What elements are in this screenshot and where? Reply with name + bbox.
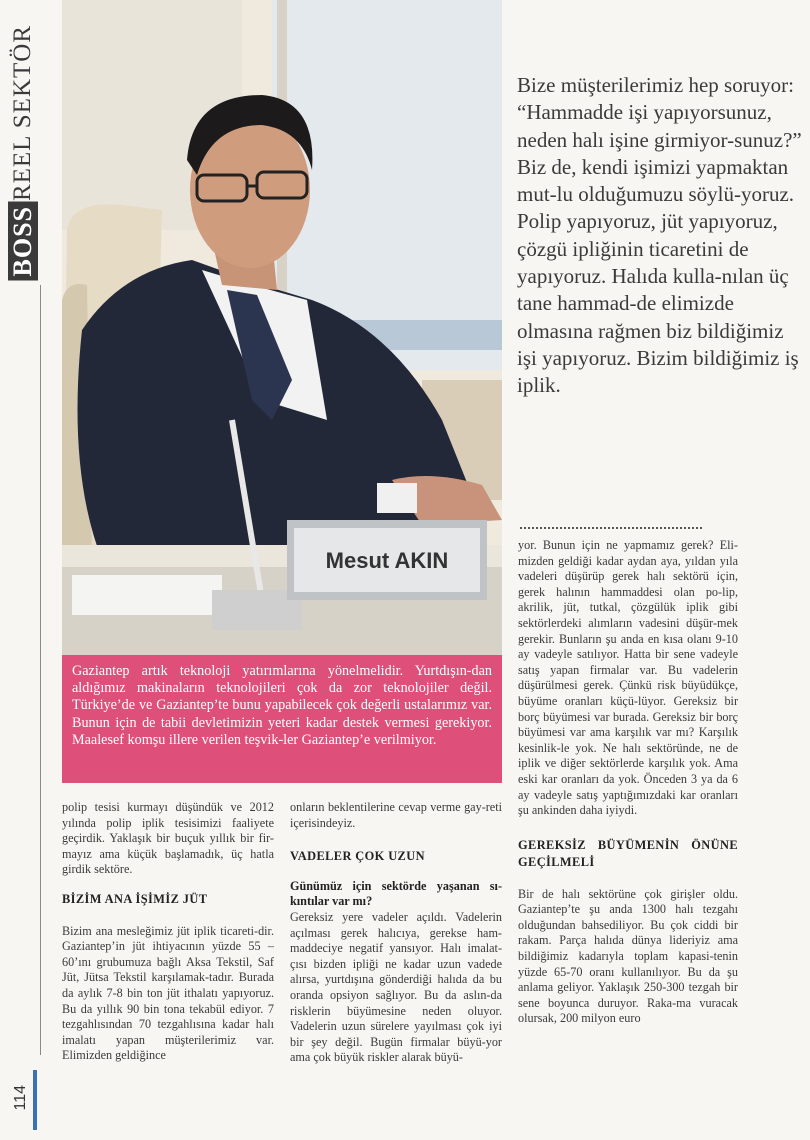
portrait-photo	[62, 0, 502, 655]
article-column-1	[62, 800, 274, 1064]
col3-heading: GEREKSİZ BÜYÜMENİN ÖNÜNE GEÇİLMELİ	[518, 837, 738, 869]
col1-heading: BİZİM ANA İŞİMİZ JÜT	[62, 891, 208, 906]
col3-paragraph-2: Bir de halı sektörüne çok girişler oldu. Gaziantep’te şu anda 1300 halı tezgahı olduğundan bahsediliyor. Bu çok ciddi bir rakam. Parça halıda dünya lideriyiz ama bildiğimiz kadarıyla toplam kapasi-tenin yüzde 65-70 oranı kullanılıyor. Bu da şu anlama geliyor. Yaklaşık 250-300 tezgah bir sene boyunca duruyor. Raka-ma vuracak olursak, 200 milyon euro	[518, 886, 738, 1026]
col1-paragraph-1: polip tesisi kurmayı düşündük ve 2012 yılında polip iplik tesisimizi faaliyete geçirdik. Yaklaşık bir buçuk yıllık bir fir-mayız ama küçük başlamadık, üç hatla girdik sektöre.	[62, 800, 274, 877]
section-label: REEL SEKTÖR	[9, 25, 36, 202]
article-column-2	[290, 800, 502, 1066]
page-number: 114	[12, 1085, 29, 1111]
col1-paragraph-2: Bizim ana mesleğimiz jüt iplik ticareti-dir. Gaziantep’in jüt ihtiyacının yüzde 55 – 60’ını grubumuza bağlı Aksa Tekstil, Saf Jüt, Jütsa Tekstil karşılamak-tadır. Burada da aylık 7-8 bin ton jüt ithalatı yapıyoruz. Bu da yıllık 90 bin tona tekabül ediyor. 7 tezgahlısından 70 tezgahlısına kadar halı imalatı yapan müşterilerimiz var. Elimizden geldiğince	[62, 923, 274, 1063]
nameplate-text: Mesut AKIN	[325, 548, 449, 573]
col2-paragraph-2: Gereksiz yere vadeler açıldı. Vadelerin açılması gerek halıcıya, gerekse ham-maddeciye negatif yansıyor. Halı imalat-çısı bizden ipliği ne kadar uzun vadede alırsa, yurtdışına gönderdiği halıda da bu oranda opsiyon sağlıyor. Bu da aslın-da risklerin büyümesine neden oluyor. Vadelerin uzun sürelere yayılması çok iyi bir şey değil. Bugün firmalar büyü-yor ama çok büyük riskler alarak büyü-	[290, 909, 502, 1065]
pull-quote: Bize müşterilerimiz hep soruyor: “Hammadde işi yapıyorsunuz, neden halı işine girmiyor-sunuz?” Biz de, kendi işimizi yapmaktan mut-lu olduğumuzu söylü-yoruz. Polip yapıyoruz, jüt yapıyoruz, çözgü ipliğinin ticaretini de yapıyoruz. Halıda kulla-nılan üç tane hammad-de elimizde olmasına rağmen biz bildiğimiz işi yapıyoruz. Bizim bildiğimiz iş iplik.	[517, 73, 802, 398]
section-title	[8, 10, 38, 280]
col2-paragraph-1: onların beklentilerine cevap verme gay-reti içerisindeyiz.	[290, 800, 502, 830]
col3-paragraph-1: yor. Bunun için ne yapmamız gerek? Eli-mizden geldiği kadar aydan aya, yıldan yıla vadeleri düşürüp gerek halı sektörü için, gerek halının hammaddesi olan po-lip, akrilik, jüt, tutkal, çözgülük iplik gibi sektörlerdeki alımların vadesini düşür-mek gerekir. Bunların şu anda en kısa olanı 9-10 ay vadeyle satılıyor. Hatta bir sene vadeyle satış yapan firmalar var. Bu vadelerin düşürülmesi gerek. Çünkü risk büyüdükçe, büyüme oranları küçü-lüyor. Gereksiz bir borç büyümesi var burada. Gereksiz bir borç büyümesi var ama karşılık var mı? Karşılık kesinlik-le yok. Ne halı sektöründe, ne de iplik ve diğer sektörlerde karşılık yok. Ama eski kar oranları da yok. Önceden 3 ya da 6 ay vadeyle satış yaptığımızdaki kar oranları şu ankinden daha iyiydi.	[518, 538, 738, 818]
article-column-3	[518, 538, 738, 1027]
side-divider	[40, 285, 41, 1055]
col2-heading: VADELER ÇOK UZUN	[290, 849, 425, 864]
col2-subheading: Günümüz için sektörde yaşanan sı-kıntılar var mı?	[290, 878, 502, 909]
highlight-box: Gaziantep artık teknoloji yatırımlarına yönelmelidir. Yurtdışın-dan aldığımız makinaların teknolojileri çok da zor teknolojiler değil. Türkiye’de ve Gaziantep’te bunu yapabilecek çok değerli ustalarımız var. Bunun için de tabii devletimizin yeteri kadar destek vermesi gerekiyor. Maalesef komşu illere verilen teşvik-ler Gaziantep’e verilmiyor.	[62, 655, 502, 783]
pull-quote-divider	[520, 527, 702, 529]
portrait-illustration	[62, 0, 502, 655]
magazine-brand: BOSS	[8, 202, 38, 281]
side-header	[0, 0, 44, 1140]
page-number-accent	[33, 1070, 37, 1130]
